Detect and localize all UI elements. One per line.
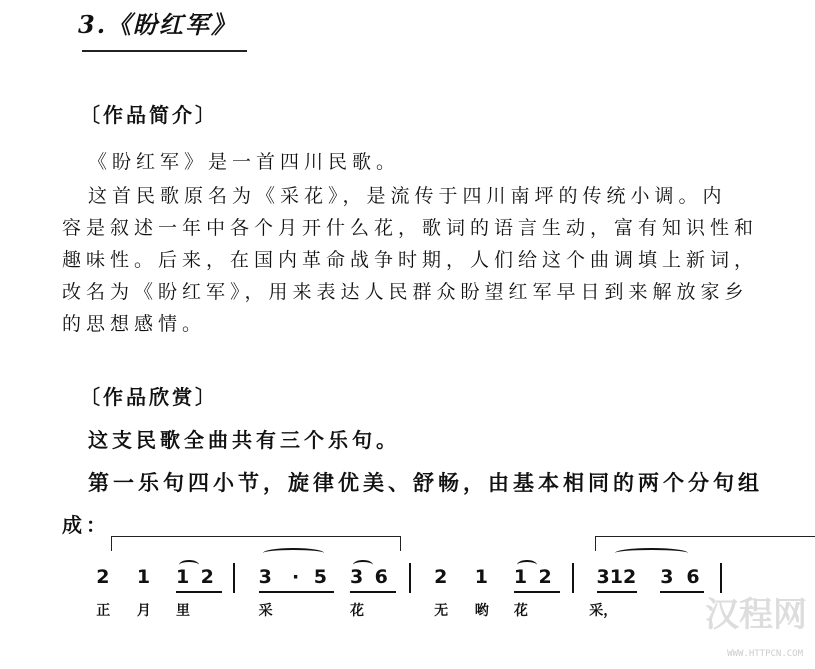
lyric: 月 — [136, 603, 151, 619]
note: 1 — [474, 566, 488, 588]
barline — [572, 563, 574, 593]
note: 3 — [350, 566, 364, 588]
watermark-url: WWW.HTTPCN.COM — [727, 649, 803, 659]
note: 6 — [374, 566, 388, 588]
title-underline — [82, 50, 247, 52]
lyric: 采， — [589, 603, 618, 619]
lyric: 花 — [350, 603, 364, 619]
watermark-logo: 汉程网 — [705, 595, 807, 635]
barline — [409, 563, 411, 593]
lyric: 哟 — [474, 603, 489, 619]
intro-line: 《盼红军》是一首四川民歌。 — [88, 151, 401, 173]
slur — [615, 548, 688, 558]
intro-line: 的思想感情。 — [62, 313, 207, 335]
section-title: 3.《盼红军》 — [78, 10, 238, 39]
underline — [597, 591, 638, 593]
appreciation-line: 成： — [62, 513, 110, 537]
note: 6 — [686, 566, 700, 588]
intro-heading: 〔作品简介〕 — [80, 103, 218, 127]
underline — [514, 591, 560, 593]
underline — [176, 591, 222, 593]
appreciation-line: 这支民歌全曲共有三个乐句。 — [88, 428, 400, 452]
underline — [350, 591, 396, 593]
barline — [233, 563, 235, 593]
note: 3 — [660, 566, 674, 588]
intro-line: 容是叙述一年中各个月开什么花，歌词的语言生动，富有知识性和 — [62, 217, 759, 239]
barline — [720, 563, 722, 593]
note: 2 — [200, 566, 214, 588]
note: 5 — [313, 566, 327, 588]
note: 1 — [136, 566, 151, 588]
phrase-bracket — [111, 536, 401, 551]
intro-line: 改名为《盼红军》，用来表达人民群众盼望红军早日到来解放家乡 — [62, 281, 749, 303]
appreciation-line: 第一乐句四小节，旋律优美、舒畅，由基本相同的两个分句组 — [88, 470, 763, 495]
appreciation-heading: 〔作品欣赏〕 — [80, 385, 218, 409]
lyric: 里 — [176, 603, 190, 619]
note: 1 — [513, 566, 528, 588]
slur — [263, 548, 324, 558]
note: 3 — [258, 566, 272, 588]
lyric: 采 — [258, 603, 273, 619]
note: 1 — [176, 566, 190, 588]
note: 2 — [96, 566, 110, 588]
intro-line: 趣味性。后来，在国内革命战争时期，人们给这个曲调填上新词， — [62, 249, 759, 271]
intro-line: 这首民歌原名为《采花》，是流传于四川南坪的传统小调。内 — [88, 185, 727, 207]
underline — [660, 591, 704, 593]
underline — [259, 591, 334, 593]
lyric: 无 — [434, 603, 449, 619]
lyric: 正 — [96, 603, 111, 619]
lyric: 花 — [513, 603, 528, 619]
note: 312 — [596, 566, 637, 588]
note: 2 — [538, 566, 552, 588]
note: 2 — [434, 566, 448, 588]
dot: · — [292, 566, 300, 588]
